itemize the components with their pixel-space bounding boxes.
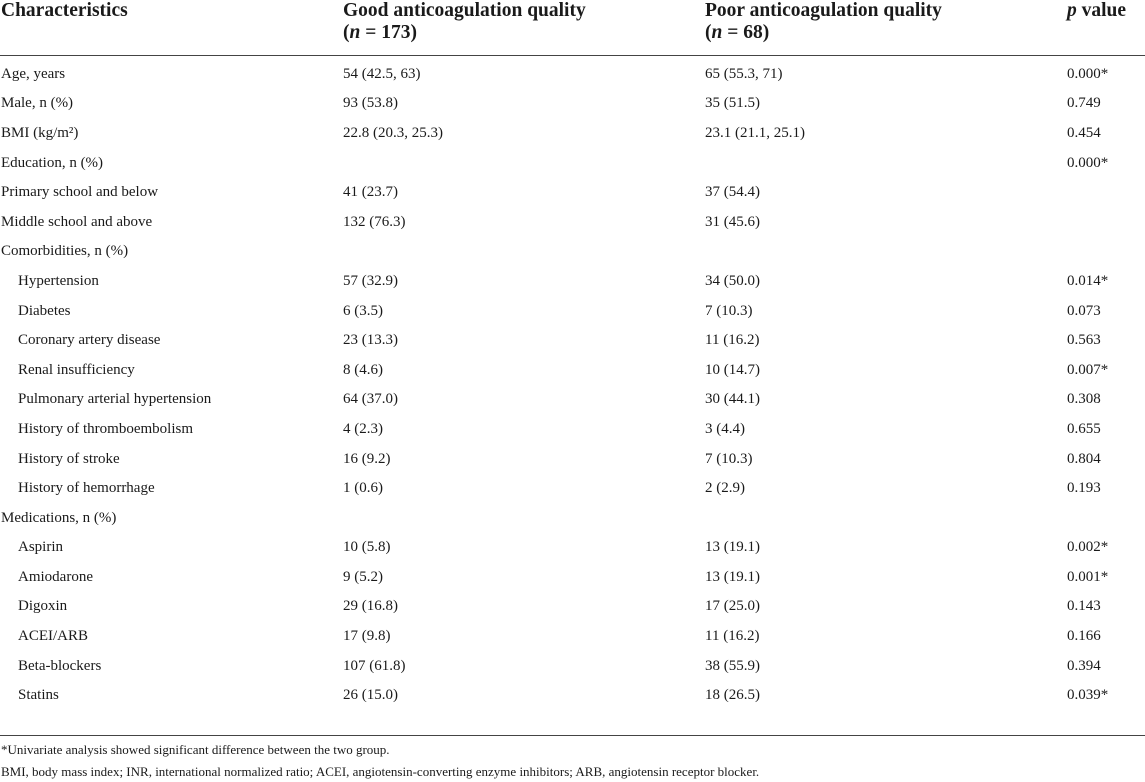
row-good-value: 9 (5.2) xyxy=(343,568,383,585)
row-p-value: 0.000* xyxy=(1067,65,1109,82)
row-p-value: 0.001* xyxy=(1067,568,1109,585)
table-row xyxy=(0,148,1145,178)
row-good-value: 17 (9.8) xyxy=(343,628,391,645)
table-row xyxy=(0,296,1145,326)
row-label: Pulmonary arterial hypertension xyxy=(18,391,212,408)
row-poor-value: 37 (54.4) xyxy=(705,184,760,201)
row-label: Medications, n (%) xyxy=(1,509,117,526)
row-label: Education, n (%) xyxy=(1,154,104,171)
header-poor-quality xyxy=(705,0,942,44)
table-bottom-rule xyxy=(0,735,1145,736)
row-good-value: 1 (0.6) xyxy=(343,480,383,497)
header-characteristics: Characteristics xyxy=(1,0,128,21)
row-p-value: 0.143 xyxy=(1067,598,1101,615)
row-p-value: 0.193 xyxy=(1067,480,1101,497)
row-poor-value: 34 (50.0) xyxy=(705,272,760,289)
row-p-value: 0.039* xyxy=(1067,687,1109,704)
row-good-value: 6 (3.5) xyxy=(343,302,383,319)
table-row xyxy=(0,651,1145,681)
row-poor-value: 18 (26.5) xyxy=(705,687,760,704)
row-p-value: 0.749 xyxy=(1067,95,1101,112)
row-good-value: 93 (53.8) xyxy=(343,95,398,112)
row-good-value: 57 (32.9) xyxy=(343,272,398,289)
row-good-value: 4 (2.3) xyxy=(343,420,383,437)
header-good-n: (n = 173) xyxy=(343,22,417,43)
row-label: History of stroke xyxy=(18,450,120,467)
table-row xyxy=(0,118,1145,148)
header-poor-n: (n = 68) xyxy=(705,22,770,43)
row-p-value: 0.166 xyxy=(1067,628,1101,645)
row-good-value: 22.8 (20.3, 25.3) xyxy=(343,124,443,141)
row-good-value: 41 (23.7) xyxy=(343,184,398,201)
row-p-value: 0.014* xyxy=(1067,272,1109,289)
table-row xyxy=(0,592,1145,622)
row-label: Hypertension xyxy=(18,272,99,289)
table-row xyxy=(0,207,1145,237)
row-poor-value: 35 (51.5) xyxy=(705,95,760,112)
row-label: Coronary artery disease xyxy=(18,332,161,349)
table-row xyxy=(0,355,1145,385)
header-p-value: p value xyxy=(1067,0,1127,21)
table-row xyxy=(0,444,1145,474)
row-label: Renal insufficiency xyxy=(18,361,135,378)
row-good-value: 26 (15.0) xyxy=(343,687,398,704)
row-poor-value: 17 (25.0) xyxy=(705,598,760,615)
row-good-value: 64 (37.0) xyxy=(343,391,398,408)
row-p-value: 0.804 xyxy=(1067,450,1101,467)
row-good-value: 10 (5.8) xyxy=(343,539,391,556)
footnote-significance: *Univariate analysis showed significant difference between the two group. xyxy=(1,742,390,757)
table-row xyxy=(0,385,1145,415)
table-row xyxy=(0,237,1145,267)
header-good-quality xyxy=(343,0,586,44)
table-header xyxy=(0,0,1145,56)
row-label: Amiodarone xyxy=(18,568,93,585)
table-row xyxy=(0,414,1145,444)
table-row xyxy=(0,89,1145,119)
row-label: ACEI/ARB xyxy=(18,628,89,645)
row-label: Statins xyxy=(18,687,59,704)
table-row xyxy=(0,177,1145,207)
row-label: Age, years xyxy=(1,65,66,82)
row-good-value: 23 (13.3) xyxy=(343,332,398,349)
row-label: History of hemorrhage xyxy=(18,480,155,497)
row-poor-value: 11 (16.2) xyxy=(705,628,760,645)
row-poor-value: 2 (2.9) xyxy=(705,480,745,497)
row-p-value: 0.563 xyxy=(1067,332,1101,349)
header-good-title: Good anticoagulation quality xyxy=(343,0,586,21)
row-p-value: 0.308 xyxy=(1067,391,1101,408)
row-label: Beta-blockers xyxy=(18,657,102,674)
row-poor-value: 31 (45.6) xyxy=(705,213,760,230)
row-label: Digoxin xyxy=(18,598,68,615)
table-row xyxy=(0,533,1145,563)
row-poor-value: 10 (14.7) xyxy=(705,361,760,378)
row-label: Comorbidities, n (%) xyxy=(1,243,129,260)
table-body xyxy=(0,59,1145,710)
row-good-value: 132 (76.3) xyxy=(343,213,406,230)
row-good-value: 16 (9.2) xyxy=(343,450,391,467)
table-row xyxy=(0,503,1145,533)
row-poor-value: 13 (19.1) xyxy=(705,539,760,556)
row-p-value: 0.002* xyxy=(1067,539,1109,556)
row-p-value: 0.000* xyxy=(1067,154,1109,171)
row-label: Middle school and above xyxy=(1,213,153,230)
table-row xyxy=(0,680,1145,710)
table-row xyxy=(0,325,1145,355)
row-p-value: 0.073 xyxy=(1067,302,1101,319)
row-p-value: 0.007* xyxy=(1067,361,1109,378)
row-good-value: 107 (61.8) xyxy=(343,657,406,674)
row-poor-value: 38 (55.9) xyxy=(705,657,760,674)
row-label: Male, n (%) xyxy=(1,95,74,112)
row-poor-value: 30 (44.1) xyxy=(705,391,760,408)
table-row xyxy=(0,562,1145,592)
table-row xyxy=(0,59,1145,89)
row-label: Aspirin xyxy=(18,539,63,556)
table-row xyxy=(0,621,1145,651)
table-row xyxy=(0,266,1145,296)
row-good-value: 29 (16.8) xyxy=(343,598,398,615)
row-p-value: 0.454 xyxy=(1067,124,1101,141)
row-poor-value: 13 (19.1) xyxy=(705,568,760,585)
row-label: BMI (kg/m²) xyxy=(1,124,79,141)
row-label: Primary school and below xyxy=(1,184,159,201)
table-row xyxy=(0,473,1145,503)
footnote-abbreviations: BMI, body mass index; INR, international normalized ratio; ACEI, angiotensin-converting enzyme inhibitors; ARB, angiotensin receptor blocker. xyxy=(1,764,760,779)
row-poor-value: 11 (16.2) xyxy=(705,332,760,349)
row-poor-value: 23.1 (21.1, 25.1) xyxy=(705,124,805,141)
row-poor-value: 3 (4.4) xyxy=(705,420,745,437)
row-p-value: 0.394 xyxy=(1067,657,1101,674)
row-label: History of thromboembolism xyxy=(18,420,193,437)
row-label: Diabetes xyxy=(18,302,71,319)
row-poor-value: 7 (10.3) xyxy=(705,302,753,319)
row-good-value: 8 (4.6) xyxy=(343,361,383,378)
row-good-value: 54 (42.5, 63) xyxy=(343,65,421,82)
header-poor-title: Poor anticoagulation quality xyxy=(705,0,942,21)
row-poor-value: 7 (10.3) xyxy=(705,450,753,467)
row-poor-value: 65 (55.3, 71) xyxy=(705,65,783,82)
row-p-value: 0.655 xyxy=(1067,420,1101,437)
